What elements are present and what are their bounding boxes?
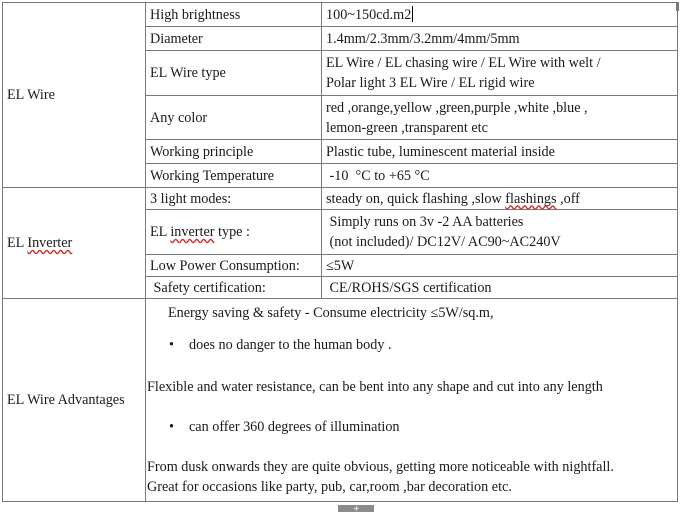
row-value <box>322 255 678 277</box>
advantage-text: From dusk onwards they are quite obvious, getting more noticeable with nightfall. <box>147 459 614 475</box>
value-text: ≤5W <box>326 257 355 274</box>
value-line: lemon-green ,transparent etc <box>326 119 488 136</box>
label-text: Safety certification: <box>150 279 266 296</box>
table-row <box>3 299 678 502</box>
category-label-spellcheck: Inverter <box>27 235 73 251</box>
advantage-line <box>147 477 673 497</box>
label-text: EL <box>150 224 171 240</box>
value-line: (not included)/ DC12V/ AC90~AC240V <box>326 234 561 250</box>
row-label <box>146 210 322 255</box>
category-el-wire-advantages <box>3 299 146 502</box>
label-text: 3 light modes: <box>150 190 232 207</box>
value-text: 1.4mm/2.3mm/3.2mm/4mm/5mm <box>326 30 520 47</box>
row-label <box>146 255 322 277</box>
advantages-cell <box>146 299 678 502</box>
value-text: 100~150cd.m2 <box>326 6 412 23</box>
text-cursor <box>412 6 413 22</box>
value-text: -10 °C to +65 °C <box>326 167 430 184</box>
row-label <box>146 140 322 164</box>
row-value <box>322 188 678 210</box>
label-text: type : <box>214 224 250 240</box>
row-value <box>322 164 678 188</box>
advantage-text: Energy saving & safety - Consume electricity ≤5W/sq.m, <box>168 305 494 321</box>
row-value <box>322 96 678 140</box>
value-line: EL Wire / EL chasing wire / EL Wire with welt / <box>326 55 601 71</box>
value-text: Plastic tube, luminescent material inside <box>326 143 555 160</box>
advantage-text: Flexible and water resistance, can be bent into any shape and cut into any length <box>147 379 603 395</box>
row-value <box>322 3 678 27</box>
table-row <box>3 3 678 27</box>
category-label: EL Wire Advantages <box>7 392 125 408</box>
label-text: Diameter <box>150 30 203 47</box>
category-label: EL Wire <box>7 87 55 103</box>
value-text-spellcheck: flashings <box>505 190 557 207</box>
label-text: High brightness <box>150 6 241 23</box>
plus-icon: + <box>353 504 360 513</box>
value-line: Simply runs on 3v -2 AA batteries <box>326 214 524 230</box>
advantage-text: Great for occasions like party, pub, car,room ,bar decoration etc. <box>147 479 512 495</box>
bullet-icon: • <box>169 419 174 435</box>
label-text: Working Temperature <box>150 167 275 184</box>
advantage-text: can offer 360 degrees of illumination <box>189 419 400 435</box>
category-label: EL <box>7 235 28 251</box>
row-label <box>146 277 322 299</box>
value-text: CE/ROHS/SGS certification <box>326 279 492 296</box>
label-text-spellcheck: inverter <box>170 224 215 240</box>
table-row <box>3 188 678 210</box>
advantage-bullet-item <box>147 417 673 457</box>
row-value <box>322 210 678 255</box>
spec-table <box>2 2 678 502</box>
row-label <box>146 96 322 140</box>
row-label <box>146 3 322 27</box>
advantage-bullet-item <box>147 335 673 377</box>
row-label <box>146 164 322 188</box>
label-text: Low Power Consumption: <box>150 257 300 274</box>
category-el-inverter <box>3 188 146 299</box>
table-resize-handle[interactable] <box>338 505 374 512</box>
category-el-wire <box>3 3 146 188</box>
row-value <box>322 51 678 96</box>
advantage-text: does no danger to the human body . <box>189 337 392 353</box>
row-label <box>146 51 322 96</box>
label-text: EL Wire type <box>150 65 226 81</box>
advantage-line <box>147 377 673 417</box>
row-label <box>146 188 322 210</box>
advantage-line <box>147 303 673 335</box>
bullet-icon: • <box>169 337 174 353</box>
value-line: red ,orange,yellow ,green,purple ,white ,blue , <box>326 99 588 116</box>
label-text: Working principle <box>150 143 254 160</box>
row-value <box>322 277 678 299</box>
advantage-line <box>147 457 673 477</box>
label-text: Any color <box>150 109 208 126</box>
row-value <box>322 27 678 51</box>
value-text: ,off <box>556 190 580 207</box>
row-value <box>322 140 678 164</box>
value-line: Polar light 3 EL Wire / EL rigid wire <box>326 75 535 91</box>
row-label <box>146 27 322 51</box>
value-text: steady on, quick flashing ,slow <box>326 190 506 207</box>
